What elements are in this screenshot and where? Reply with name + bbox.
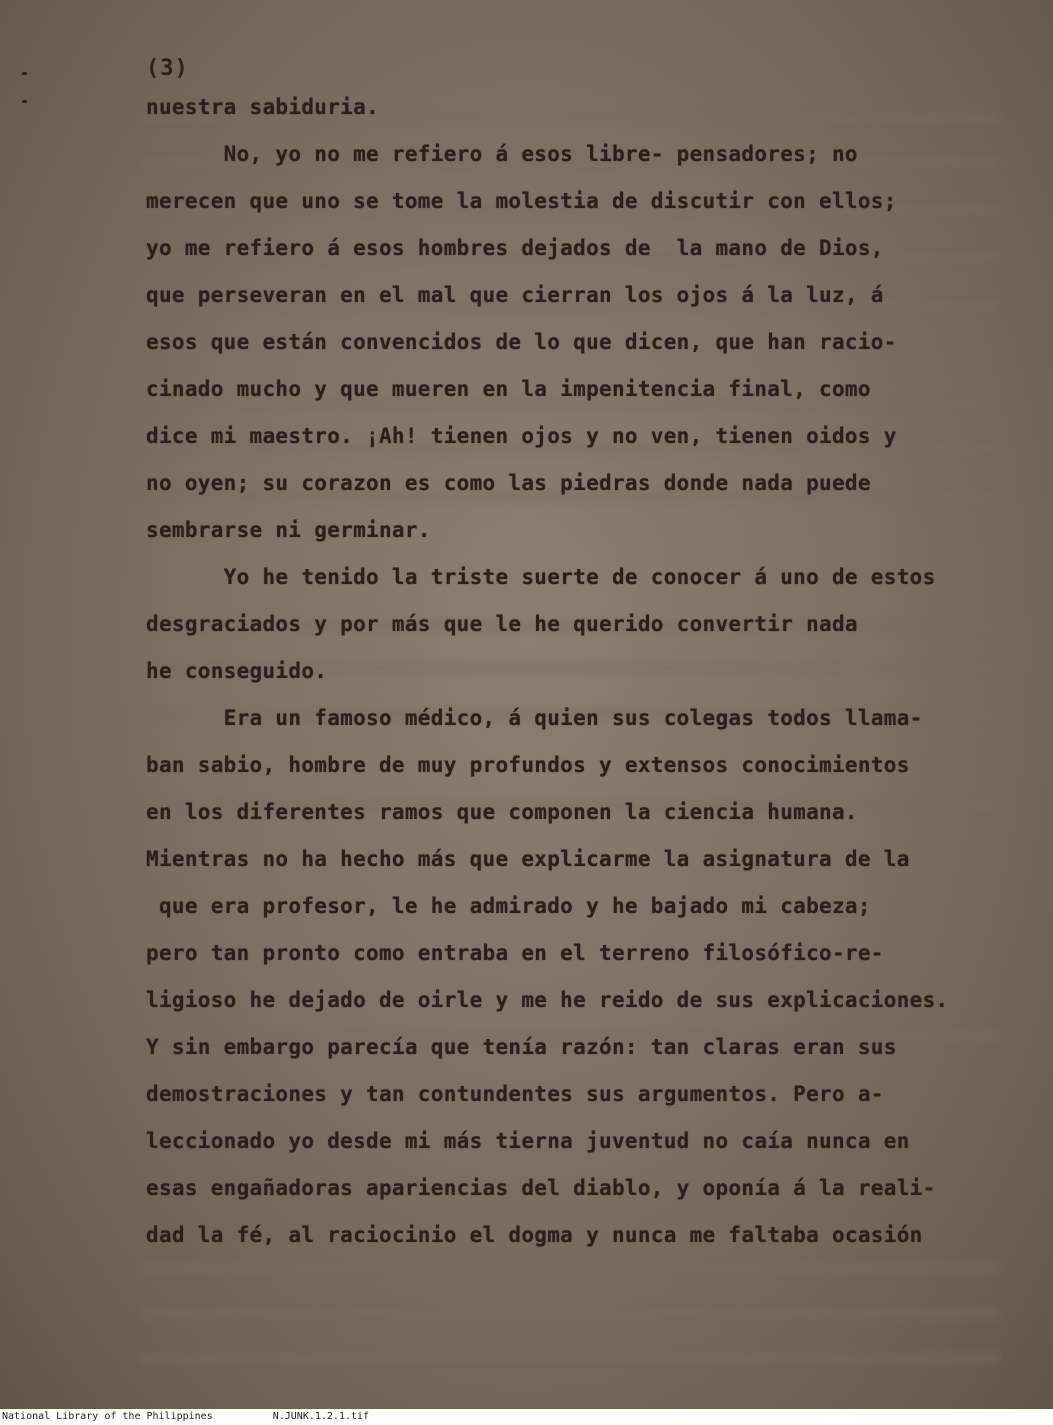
text-line: Y sin embargo parecía que tenía razón: tan claras eran sus xyxy=(146,1035,897,1059)
typed-text-body xyxy=(146,84,1006,1259)
text-line: que era profesor, le he admirado y he bajado mi cabeza; xyxy=(146,894,871,918)
text-line: desgraciados y por más que le he querido convertir nada xyxy=(146,612,858,636)
text-line: Era un famoso médico, á quien sus colegas todos llama- xyxy=(146,706,923,730)
text-line: sembrarse ni germinar. xyxy=(146,518,431,542)
text-line: esas engañadoras apariencias del diablo, y oponía á la reali- xyxy=(146,1176,936,1200)
text-line: yo me refiero á esos hombres dejados de la mano de Dios, xyxy=(146,236,884,260)
text-line: pero tan pronto como entraba en el terreno filosófico-re- xyxy=(146,941,884,965)
text-line: leccionado yo desde mi más tierna juventud no caía nunca en xyxy=(146,1129,910,1153)
text-line: dad la fé, al raciocinio el dogma y nunca me faltaba ocasión xyxy=(146,1223,923,1247)
margin-mark xyxy=(22,72,27,75)
text-line: demostraciones y tan contundentes sus argumentos. Pero a- xyxy=(146,1082,884,1106)
page-number: (3) xyxy=(146,56,189,81)
text-line: que perseveran en el mal que cierran los ojos á la luz, á xyxy=(146,283,884,307)
text-line: esos que están convencidos de lo que dicen, que han racio- xyxy=(146,330,897,354)
text-line: no oyen; su corazon es como las piedras donde nada puede xyxy=(146,471,871,495)
text-line: dice mi maestro. ¡Ah! tienen ojos y no ven, tienen oidos y xyxy=(146,424,897,448)
text-line: nuestra sabiduria. xyxy=(146,95,379,119)
text-line: merecen que uno se tome la molestia de discutir con ellos; xyxy=(146,189,897,213)
text-line: ligioso he dejado de oirle y me he reido de sus explicaciones. xyxy=(146,988,949,1012)
text-line: Mientras no ha hecho más que explicarme la asignatura de la xyxy=(146,847,910,871)
bleed-through-line xyxy=(140,1352,1000,1364)
footer-institution: National Library of the Philippines xyxy=(2,1411,213,1422)
text-line: No, yo no me refiero á esos libre- pensadores; no xyxy=(146,142,858,166)
text-line: ban sabio, hombre de muy profundos y extensos conocimientos xyxy=(146,753,910,777)
margin-mark xyxy=(22,100,27,103)
text-line: Yo he tenido la triste suerte de conocer á uno de estos xyxy=(146,565,936,589)
text-line: en los diferentes ramos que componen la ciencia humana. xyxy=(146,800,858,824)
text-line: cinado mucho y que mueren en la impenitencia final, como xyxy=(146,377,871,401)
bleed-through-line xyxy=(140,1308,1000,1320)
scan-footer xyxy=(0,1409,1053,1425)
text-line: he conseguido. xyxy=(146,659,328,683)
bleed-through-line xyxy=(140,1262,1000,1274)
footer-file-id: N.JUNK.1.2.1.tif xyxy=(272,1411,370,1422)
